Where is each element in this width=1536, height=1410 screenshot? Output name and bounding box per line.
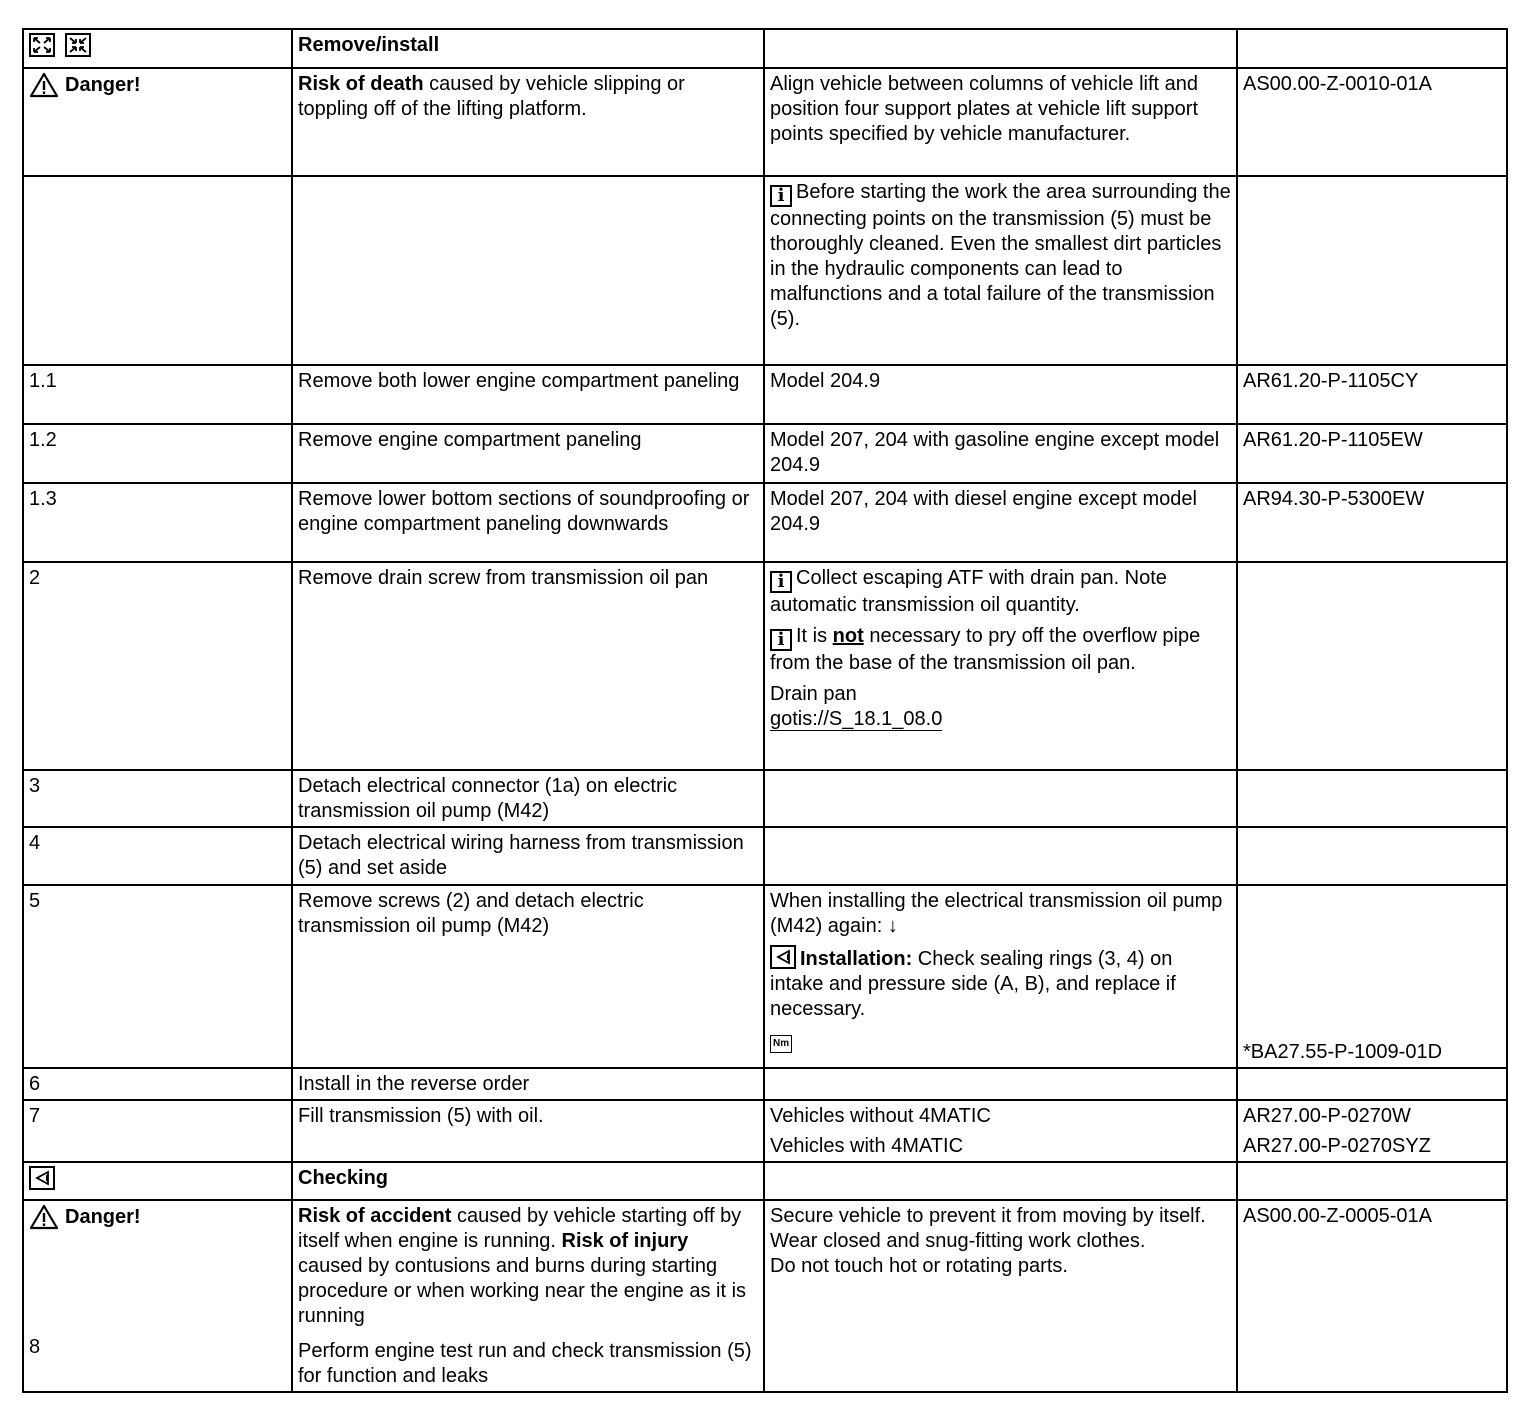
procedure-table bbox=[22, 28, 1508, 1393]
info-icon: i bbox=[770, 185, 792, 207]
step-number: 1.3 bbox=[29, 488, 57, 510]
step-number: 8 bbox=[29, 1336, 41, 1358]
step-number: 6 bbox=[29, 1073, 41, 1095]
step-number: 2 bbox=[29, 567, 41, 589]
step-number: 7 bbox=[29, 1105, 41, 1127]
step-number: 4 bbox=[29, 832, 41, 854]
table-row: 6 Install in the reverse order bbox=[23, 1068, 1507, 1100]
table-row bbox=[23, 29, 1507, 68]
danger-label: Danger! bbox=[65, 1205, 141, 1228]
reference-link[interactable]: AR27.00-P-0270SYZ bbox=[1243, 1135, 1431, 1157]
table-row: Danger! 8 Risk of accident caused by vehicle starting off by itself when engine is running. Risk of injury caused by contusions and burns during starting procedure or when working near the engine as it is running Perform engine test run and check transmission (5) for function and leaks Secure vehicle to prevent it from moving by itself. Wear closed and snug-fitting work clothes. Do not touch hot or rotating parts. AS00.00-Z-0005-01A bbox=[23, 1200, 1507, 1392]
danger-cell bbox=[23, 68, 292, 176]
installation-icon bbox=[770, 945, 796, 969]
table-row: 1.3 Remove lower bottom sections of soundproofing or engine compartment paneling downwards Model 207, 204 with diesel engine except model 204.9 AR94.30-P-5300EW bbox=[23, 483, 1507, 562]
expand-icon[interactable] bbox=[29, 33, 55, 57]
reference-link[interactable]: AR94.30-P-5300EW bbox=[1243, 488, 1425, 510]
info-icon: i bbox=[770, 571, 792, 593]
info-icon: i bbox=[770, 629, 792, 651]
collapse-icon[interactable] bbox=[65, 33, 91, 57]
step-number: 1.1 bbox=[29, 370, 57, 392]
reference-link[interactable]: AR61.20-P-1105CY bbox=[1243, 370, 1419, 392]
step-number: 1.2 bbox=[29, 429, 57, 451]
warning-triangle-icon bbox=[29, 1204, 59, 1230]
warning-triangle-icon bbox=[29, 72, 59, 98]
tool-link[interactable]: gotis://S_18.1_08.0 bbox=[770, 708, 943, 730]
reference-link[interactable]: *BA27.55-P-1009-01D bbox=[1243, 1041, 1443, 1063]
checking-icon bbox=[29, 1166, 55, 1190]
tool-label: Drain pan bbox=[770, 683, 857, 705]
step-number: 5 bbox=[29, 890, 41, 912]
reference-link[interactable]: AR61.20-P-1105EW bbox=[1243, 429, 1423, 451]
reference-link[interactable]: AR27.00-P-0270W bbox=[1243, 1105, 1411, 1127]
reference-link[interactable]: AS00.00-Z-0010-01A bbox=[1243, 73, 1433, 95]
table-row bbox=[23, 1162, 1507, 1200]
section-title: Checking bbox=[292, 1162, 764, 1200]
table-row: 1.1 Remove both lower engine compartment paneling Model 204.9 AR61.20-P-1105CY bbox=[23, 365, 1507, 424]
table-row: 7 Fill transmission (5) with oil. Vehicles without 4MATIC Vehicles with 4MATIC AR27.00-P-0270W AR27.00-P-0270SYZ bbox=[23, 1100, 1507, 1162]
table-row: i Before starting the work the area surrounding the connecting points on the transmission (5) must be thoroughly cleaned. Even the smallest dirt particles in the hydraulic components can lead to malfunctions and a total failure of the transmission (5). bbox=[23, 176, 1507, 365]
step-number: 3 bbox=[29, 775, 41, 797]
danger-label: Danger! bbox=[65, 73, 141, 96]
table-row: 4 Detach electrical wiring harness from transmission (5) and set aside bbox=[23, 827, 1507, 885]
table-row: 2 Remove drain screw from transmission oil pan i Collect escaping ATF with drain pan. Note automatic transmission oil quantity. i It is not necessary to pry off the overflow pipe from the base of the transmission oil pan. Drain pan gotis://S_18.1_08.0 bbox=[23, 562, 1507, 770]
section-title: Remove/install bbox=[292, 29, 764, 68]
header-icons-cell bbox=[23, 29, 292, 68]
table-row: 1.2 Remove engine compartment paneling Model 207, 204 with gasoline engine except model 204.9 AR61.20-P-1105EW bbox=[23, 424, 1507, 483]
torque-icon[interactable]: Nm bbox=[770, 1035, 792, 1053]
reference-link[interactable]: AS00.00-Z-0005-01A bbox=[1243, 1205, 1433, 1227]
table-row: 5 Remove screws (2) and detach electric transmission oil pump (M42) When installing the electrical transmission oil pump (M42) again: ↓ Installation: Check sealing rings (3, 4) on intake and pressure side (A, B), and replace if necessary. Nm *BA27.55-P-1009-01D bbox=[23, 885, 1507, 1068]
table-row: Danger! Risk of death caused by vehicle slipping or toppling off of the lifting platform. Align vehicle between columns of vehicle lift and position four support plates at vehicle lift support points specified by vehicle manufacturer. AS00.00-Z-0010-01A bbox=[23, 68, 1507, 176]
table-row: 3 Detach electrical connector (1a) on electric transmission oil pump (M42) bbox=[23, 770, 1507, 827]
